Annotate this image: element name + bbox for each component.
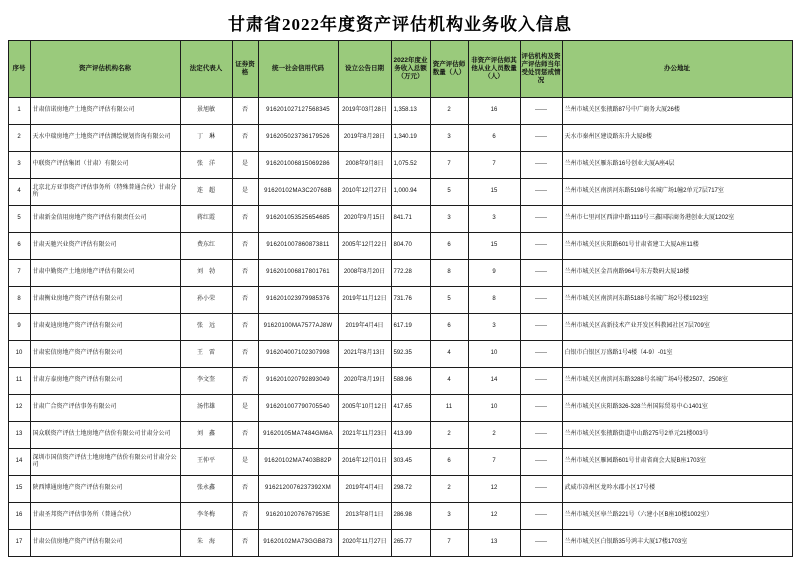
cell-income: 417.65 [391,395,430,422]
cell-announce-date: 2019年8月28日 [338,125,391,152]
cell-other-staff-count: 10 [468,395,520,422]
cell-legal-rep: 张永鑫 [180,476,232,503]
cell-credit-code: 91620102076767953E [258,503,338,530]
cell-office-address: 兰州市城关区雁园路601号甘肃省商会大厦B座1703室 [562,449,792,476]
cell-securities-qual: 否 [232,530,258,557]
cell-other-staff-count: 12 [468,503,520,530]
cell-announce-date: 2020年8月19日 [338,368,391,395]
cell-other-staff-count: 12 [468,476,520,503]
column-header-5: 设立公告日期 [338,41,391,98]
cell-agency-name: 国众联资产评估土地房地产估价有限公司甘肃分公司 [30,422,180,449]
cell-income: 413.99 [391,422,430,449]
cell-announce-date: 2010年12月27日 [338,179,391,206]
cell-legal-rep: 丁 琳 [180,125,232,152]
cell-seq: 5 [8,206,30,233]
cell-credit-code: 91620100MA7577AJ8W [258,314,338,341]
cell-announce-date: 2019年03月28日 [338,98,391,125]
cell-income: 617.19 [391,314,430,341]
cell-office-address: 兰州市城关区高新技术产业开发区科教园社区7层709室 [562,314,792,341]
cell-securities-qual: 是 [232,179,258,206]
cell-penalty: —— [520,98,562,125]
cell-credit-code: 9162120076237392XM [258,476,338,503]
cell-office-address: 兰州市城关区白银路35号鸿丰大厦17楼1703室 [562,530,792,557]
cell-legal-rep: 张 洋 [180,152,232,179]
cell-appraiser-count: 4 [430,341,468,368]
cell-securities-qual: 否 [232,503,258,530]
table-row [8,287,792,314]
cell-penalty: —— [520,260,562,287]
cell-penalty: —— [520,503,562,530]
cell-securities-qual: 否 [232,341,258,368]
cell-agency-name: 甘肃公信房地产资产评估有限公司 [30,530,180,557]
cell-agency-name: 天水中瑞房地产土地资产评估测绘规划咨询有限公司 [30,125,180,152]
table-row [8,314,792,341]
cell-agency-name: 甘肃方泰房地产资产评估有限公司 [30,368,180,395]
cell-securities-qual: 否 [232,260,258,287]
table-row [8,98,792,125]
cell-legal-rep: 刘 勃 [180,260,232,287]
cell-other-staff-count: 8 [468,287,520,314]
cell-other-staff-count: 13 [468,530,520,557]
cell-credit-code: 916201007790705540 [258,395,338,422]
cell-seq: 9 [8,314,30,341]
cell-office-address: 武威市凉州区龙吟水郡小区17号楼 [562,476,792,503]
cell-credit-code: 91620105MA7484GM6A [258,422,338,449]
column-header-0: 序号 [8,41,30,98]
cell-other-staff-count: 6 [468,125,520,152]
cell-penalty: —— [520,395,562,422]
cell-agency-name: 陕西博通房地产资产评估有限公司 [30,476,180,503]
cell-securities-qual: 否 [232,476,258,503]
income-table [8,40,793,557]
cell-penalty: —— [520,341,562,368]
cell-other-staff-count: 15 [468,179,520,206]
cell-announce-date: 2020年9月15日 [338,206,391,233]
cell-income: 286.98 [391,503,430,530]
cell-announce-date: 2021年11月23日 [338,422,391,449]
table-row [8,152,792,179]
cell-announce-date: 2008年9月8日 [338,152,391,179]
table-row [8,179,792,206]
table-row [8,206,792,233]
cell-credit-code: 916204007102307998 [258,341,338,368]
cell-announce-date: 2013年8月1日 [338,503,391,530]
cell-announce-date: 2019年4月4日 [338,314,391,341]
cell-other-staff-count: 7 [468,152,520,179]
column-header-6: 2022年度业务收入总额（万元） [391,41,430,98]
cell-seq: 16 [8,503,30,530]
cell-announce-date: 2005年12月22日 [338,233,391,260]
table-row [8,125,792,152]
column-header-2: 法定代表人 [180,41,232,98]
cell-appraiser-count: 4 [430,368,468,395]
header-row [8,41,792,98]
table-row [8,233,792,260]
cell-securities-qual: 是 [232,449,258,476]
cell-income: 1,000.94 [391,179,430,206]
cell-penalty: —— [520,314,562,341]
table-row [8,341,792,368]
cell-penalty: —— [520,368,562,395]
cell-income: 1,075.52 [391,152,430,179]
cell-securities-qual: 否 [232,206,258,233]
cell-agency-name: 甘肃麦迪房地产资产评估有限公司 [30,314,180,341]
cell-seq: 4 [8,179,30,206]
cell-credit-code: 916201007860873811 [258,233,338,260]
cell-penalty: —— [520,125,562,152]
cell-securities-qual: 是 [232,395,258,422]
cell-appraiser-count: 2 [430,422,468,449]
table-row [8,449,792,476]
cell-securities-qual: 否 [232,287,258,314]
cell-office-address: 兰州市城关区张掖路街道中山路275号2单元21楼003号 [562,422,792,449]
cell-appraiser-count: 6 [430,449,468,476]
cell-appraiser-count: 7 [430,530,468,557]
cell-announce-date: 2005年10月12日 [338,395,391,422]
cell-office-address: 兰州市城关区张掖路87号中广商务大厦26楼 [562,98,792,125]
cell-penalty: —— [520,422,562,449]
cell-seq: 11 [8,368,30,395]
cell-legal-rep: 费东红 [180,233,232,260]
cell-other-staff-count: 14 [468,368,520,395]
cell-income: 772.28 [391,260,430,287]
cell-penalty: —— [520,233,562,260]
cell-penalty: —— [520,287,562,314]
cell-office-address: 兰州市城关区南滨河东路5188号名城广场2号楼1923室 [562,287,792,314]
cell-legal-rep: 李文奎 [180,368,232,395]
cell-income: 265.77 [391,530,430,557]
cell-office-address: 兰州市城关区皋兰路221号（六建小区B座10楼1002室） [562,503,792,530]
cell-seq: 6 [8,233,30,260]
cell-other-staff-count: 2 [468,422,520,449]
cell-securities-qual: 否 [232,98,258,125]
column-header-4: 统一社会信用代码 [258,41,338,98]
cell-penalty: —— [520,206,562,233]
cell-credit-code: 91620102MA7403B82P [258,449,338,476]
cell-announce-date: 2021年8月13日 [338,341,391,368]
cell-other-staff-count: 3 [468,314,520,341]
cell-credit-code: 916205023736179526 [258,125,338,152]
cell-other-staff-count: 3 [468,206,520,233]
cell-legal-rep: 景旭敏 [180,98,232,125]
cell-income: 841.71 [391,206,430,233]
table-row [8,422,792,449]
cell-appraiser-count: 5 [430,287,468,314]
cell-credit-code: 916201027127568345 [258,98,338,125]
column-header-7: 资产评估师数量（人） [430,41,468,98]
cell-seq: 17 [8,530,30,557]
cell-seq: 13 [8,422,30,449]
cell-legal-rep: 李冬梅 [180,503,232,530]
table-row [8,476,792,503]
cell-seq: 7 [8,260,30,287]
cell-credit-code: 91620102MA73GGB873 [258,530,338,557]
cell-office-address: 兰州市城关区南滨河东路5198号名城广场1幢2单元7层717室 [562,179,792,206]
table-body [8,98,792,557]
cell-seq: 14 [8,449,30,476]
cell-penalty: —— [520,530,562,557]
cell-office-address: 兰州市城关区庆阳路601号甘肃省建工大厦A座11楼 [562,233,792,260]
table-row [8,260,792,287]
cell-securities-qual: 否 [232,314,258,341]
cell-income: 303.45 [391,449,430,476]
cell-agency-name: 甘肃天驰兴业资产评估有限公司 [30,233,180,260]
cell-credit-code: 916201006817801761 [258,260,338,287]
cell-agency-name: 甘肃信诺房地产土地资产评估有限公司 [30,98,180,125]
cell-appraiser-count: 3 [430,503,468,530]
column-header-8: 非资产评估师其他从业人员数量（人） [468,41,520,98]
cell-securities-qual: 否 [232,422,258,449]
cell-credit-code: 916201023979985376 [258,287,338,314]
column-header-9: 评估机构及资产评估师当年受处罚惩戒情况 [520,41,562,98]
cell-office-address: 兰州市七里河区西津中路1119号三鑫国际商务港创业大厦1202室 [562,206,792,233]
cell-announce-date: 2020年11月27日 [338,530,391,557]
cell-agency-name: 甘肃衡业房地产资产评估有限公司 [30,287,180,314]
cell-seq: 8 [8,287,30,314]
cell-agency-name: 甘肃宏信房地产资产评估有限公司 [30,341,180,368]
table-row [8,395,792,422]
cell-agency-name: 甘肃圣邦资产评估事务所（普通合伙） [30,503,180,530]
cell-other-staff-count: 15 [468,233,520,260]
cell-securities-qual: 是 [232,152,258,179]
cell-securities-qual: 否 [232,125,258,152]
cell-office-address: 兰州市城关区金昌南路964号东方数码大厦18楼 [562,260,792,287]
column-header-10: 办公地址 [562,41,792,98]
cell-seq: 10 [8,341,30,368]
cell-other-staff-count: 7 [468,449,520,476]
cell-appraiser-count: 7 [430,152,468,179]
cell-appraiser-count: 5 [430,179,468,206]
cell-announce-date: 2019年4月4日 [338,476,391,503]
cell-agency-name: 甘肃新金信用房地产资产评估有限责任公司 [30,206,180,233]
cell-appraiser-count: 3 [430,206,468,233]
cell-appraiser-count: 6 [430,314,468,341]
cell-agency-name: 甘肃中勤资产土地房地产评估有限公司 [30,260,180,287]
cell-income: 588.96 [391,368,430,395]
cell-securities-qual: 否 [232,233,258,260]
cell-credit-code: 916201020792893049 [258,368,338,395]
cell-income: 731.76 [391,287,430,314]
cell-legal-rep: 汤伟雄 [180,395,232,422]
cell-legal-rep: 王仲平 [180,449,232,476]
cell-seq: 12 [8,395,30,422]
cell-legal-rep: 蒋红霞 [180,206,232,233]
cell-penalty: —— [520,449,562,476]
cell-legal-rep: 连 超 [180,179,232,206]
cell-legal-rep: 王 雷 [180,341,232,368]
cell-office-address: 天水市秦州区建设路东升大厦8楼 [562,125,792,152]
cell-securities-qual: 否 [232,368,258,395]
cell-agency-name: 深圳市国信资产评估土地房地产估价有限公司甘肃分公司 [30,449,180,476]
cell-credit-code: 91620102MA3C20768B [258,179,338,206]
cell-announce-date: 2016年12月01日 [338,449,391,476]
cell-announce-date: 2019年11月12日 [338,287,391,314]
cell-legal-rep: 张 远 [180,314,232,341]
cell-credit-code: 916201053525654685 [258,206,338,233]
cell-income: 804.70 [391,233,430,260]
cell-agency-name: 北京北方亚事资产评估事务所（特殊普通合伙）甘肃分所 [30,179,180,206]
table-row [8,530,792,557]
cell-legal-rep: 孙小荣 [180,287,232,314]
cell-legal-rep: 朱 海 [180,530,232,557]
cell-seq: 2 [8,125,30,152]
cell-appraiser-count: 2 [430,476,468,503]
cell-appraiser-count: 3 [430,125,468,152]
cell-other-staff-count: 9 [468,260,520,287]
cell-office-address: 兰州市城关区南滨河东路3288号名城广场4号楼2507、2508室 [562,368,792,395]
table-row [8,368,792,395]
cell-credit-code: 916201006815069286 [258,152,338,179]
cell-other-staff-count: 10 [468,341,520,368]
cell-income: 592.35 [391,341,430,368]
cell-appraiser-count: 2 [430,98,468,125]
cell-other-staff-count: 16 [468,98,520,125]
cell-seq: 15 [8,476,30,503]
cell-office-address: 白银市白银区万盛路1号4楼（4-9）-01室 [562,341,792,368]
cell-income: 1,358.13 [391,98,430,125]
cell-penalty: —— [520,476,562,503]
cell-appraiser-count: 11 [430,395,468,422]
column-header-3: 证券资格 [232,41,258,98]
page-title: 甘肃省2022年度资产评估机构业务收入信息 [228,15,572,34]
cell-office-address: 兰州市城关区雁东路16号创业大厦A座4层 [562,152,792,179]
cell-legal-rep: 刘 鑫 [180,422,232,449]
cell-office-address: 兰州市城关区庆阳路326-328兰州国际贸易中心1401室 [562,395,792,422]
cell-seq: 3 [8,152,30,179]
cell-appraiser-count: 8 [430,260,468,287]
cell-penalty: —— [520,179,562,206]
column-header-1: 资产评估机构名称 [30,41,180,98]
table-row [8,503,792,530]
cell-appraiser-count: 6 [430,233,468,260]
cell-seq: 1 [8,98,30,125]
cell-agency-name: 甘肃广合资产评估事务有限公司 [30,395,180,422]
cell-income: 298.72 [391,476,430,503]
cell-income: 1,340.19 [391,125,430,152]
cell-announce-date: 2008年8月20日 [338,260,391,287]
cell-agency-name: 中联资产评估集团（甘肃）有限公司 [30,152,180,179]
cell-penalty: —— [520,152,562,179]
